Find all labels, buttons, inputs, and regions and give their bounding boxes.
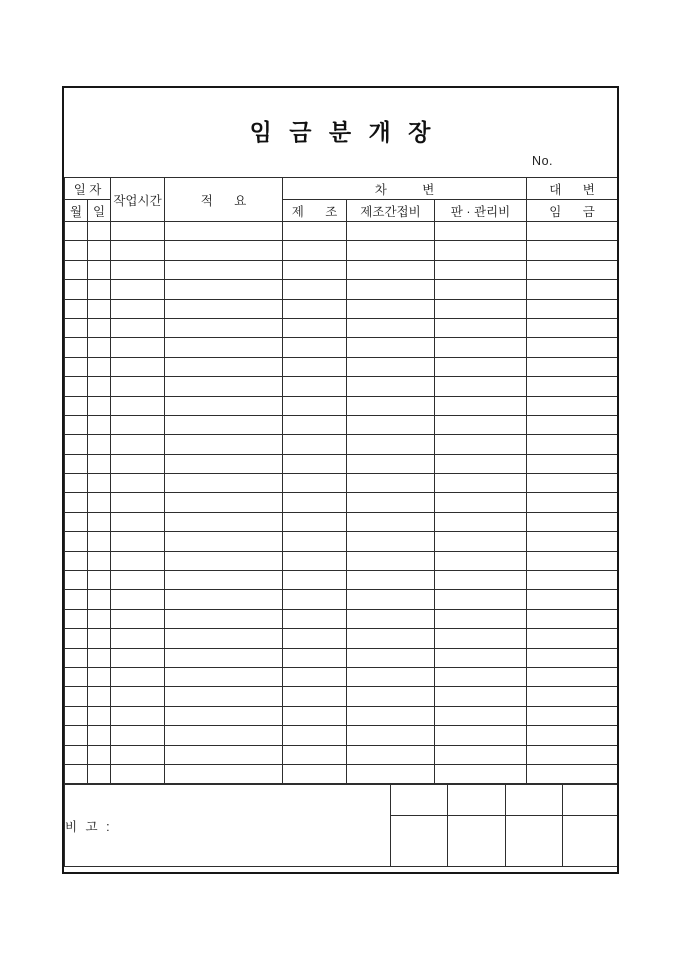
body-cell xyxy=(435,299,527,318)
body-cell xyxy=(165,512,283,531)
col-header-selling-admin: 판 · 관리비 xyxy=(435,200,527,222)
remarks-section xyxy=(64,784,618,867)
body-cell xyxy=(65,493,88,512)
body-cell xyxy=(88,280,111,299)
body-cell xyxy=(88,667,111,686)
body-cell xyxy=(527,357,618,376)
body-cell xyxy=(527,260,618,279)
body-cell xyxy=(65,532,88,551)
body-cell xyxy=(283,512,347,531)
body-cell xyxy=(527,590,618,609)
table-row xyxy=(65,590,618,609)
body-cell xyxy=(283,260,347,279)
body-cell xyxy=(347,667,435,686)
body-cell xyxy=(65,454,88,473)
body-cell xyxy=(347,571,435,590)
summary-cell xyxy=(563,785,618,816)
body-cell xyxy=(283,377,347,396)
body-cell xyxy=(347,435,435,454)
body-cell xyxy=(88,474,111,493)
body-cell xyxy=(111,764,165,783)
body-cell xyxy=(527,609,618,628)
body-cell xyxy=(165,474,283,493)
col-header-manufacturing: 제 조 xyxy=(283,200,347,222)
body-cell xyxy=(347,706,435,725)
body-cell xyxy=(111,357,165,376)
table-row xyxy=(65,571,618,590)
body-cell xyxy=(435,745,527,764)
body-cell xyxy=(347,241,435,260)
body-cell xyxy=(88,222,111,241)
body-cell xyxy=(111,318,165,337)
body-cell xyxy=(347,687,435,706)
body-cell xyxy=(527,222,618,241)
body-cell xyxy=(165,726,283,745)
body-cell xyxy=(527,706,618,725)
body-cell xyxy=(283,280,347,299)
body-cell xyxy=(88,241,111,260)
body-cell xyxy=(88,318,111,337)
body-cell xyxy=(165,571,283,590)
body-cell xyxy=(165,280,283,299)
body-cell xyxy=(347,396,435,415)
body-cell xyxy=(88,512,111,531)
body-cell xyxy=(65,299,88,318)
body-cell xyxy=(111,260,165,279)
body-cell xyxy=(88,590,111,609)
body-cell xyxy=(283,338,347,357)
table-row xyxy=(65,241,618,260)
body-cell xyxy=(527,648,618,667)
body-cell xyxy=(111,687,165,706)
body-cell xyxy=(111,241,165,260)
body-cell xyxy=(88,454,111,473)
body-cell xyxy=(111,415,165,434)
body-cell xyxy=(347,454,435,473)
body-cell xyxy=(111,609,165,628)
body-cell xyxy=(111,280,165,299)
body-cell xyxy=(347,357,435,376)
body-cell xyxy=(65,222,88,241)
table-row xyxy=(65,609,618,628)
summary-cell xyxy=(448,785,506,816)
body-cell xyxy=(65,377,88,396)
body-cell xyxy=(65,687,88,706)
body-cell xyxy=(283,687,347,706)
remarks-label: 비 고 : xyxy=(65,785,391,867)
body-cell xyxy=(283,571,347,590)
body-cell xyxy=(111,745,165,764)
body-cell xyxy=(165,415,283,434)
table-row xyxy=(65,493,618,512)
body-cell xyxy=(88,745,111,764)
body-cell xyxy=(111,377,165,396)
body-cell xyxy=(65,706,88,725)
body-cell xyxy=(65,415,88,434)
body-cell xyxy=(88,357,111,376)
body-cell xyxy=(65,280,88,299)
body-cell xyxy=(88,493,111,512)
body-cell xyxy=(527,318,618,337)
body-cell xyxy=(435,764,527,783)
body-cell xyxy=(283,532,347,551)
body-cell xyxy=(88,299,111,318)
body-cell xyxy=(527,493,618,512)
body-cell xyxy=(527,338,618,357)
body-cell xyxy=(347,299,435,318)
body-cell xyxy=(88,551,111,570)
col-header-debit-group: 차 변 xyxy=(283,178,527,200)
body-cell xyxy=(527,764,618,783)
body-cell xyxy=(527,454,618,473)
body-cell xyxy=(347,415,435,434)
body-cell xyxy=(435,532,527,551)
table-row xyxy=(65,687,618,706)
body-cell xyxy=(435,667,527,686)
table-row xyxy=(65,512,618,531)
body-cell xyxy=(111,532,165,551)
table-row xyxy=(65,532,618,551)
table-row xyxy=(65,415,618,434)
body-cell xyxy=(527,474,618,493)
body-cell xyxy=(65,745,88,764)
table-row xyxy=(65,474,618,493)
body-cell xyxy=(65,474,88,493)
body-cell xyxy=(435,454,527,473)
table-row xyxy=(65,667,618,686)
body-cell xyxy=(111,222,165,241)
body-cell xyxy=(435,377,527,396)
body-cell xyxy=(347,338,435,357)
body-cell xyxy=(65,726,88,745)
body-cell xyxy=(527,435,618,454)
summary-cell xyxy=(448,816,506,867)
body-cell xyxy=(527,512,618,531)
body-cell xyxy=(527,551,618,570)
body-cell xyxy=(165,493,283,512)
body-cell xyxy=(111,435,165,454)
body-cell xyxy=(347,648,435,667)
body-cell xyxy=(435,415,527,434)
body-cell xyxy=(111,571,165,590)
body-cell xyxy=(347,474,435,493)
body-cell xyxy=(527,571,618,590)
body-cell xyxy=(347,745,435,764)
body-cell xyxy=(283,493,347,512)
body-cell xyxy=(435,474,527,493)
body-cell xyxy=(165,241,283,260)
body-cell xyxy=(111,299,165,318)
col-header-manufacturing-overhead: 제조간접비 xyxy=(347,200,435,222)
body-cell xyxy=(527,726,618,745)
body-cell xyxy=(65,590,88,609)
body-cell xyxy=(347,726,435,745)
table-row xyxy=(65,435,618,454)
body-cell xyxy=(347,512,435,531)
table-row xyxy=(65,338,618,357)
table-row xyxy=(65,222,618,241)
body-cell xyxy=(435,609,527,628)
body-cell xyxy=(65,318,88,337)
body-cell xyxy=(65,648,88,667)
body-cell xyxy=(65,764,88,783)
col-header-description: 적 요 xyxy=(165,178,283,222)
body-cell xyxy=(435,222,527,241)
body-cell xyxy=(347,590,435,609)
form-title: 임 금 분 개 장 xyxy=(249,119,432,145)
body-cell xyxy=(165,396,283,415)
body-cell xyxy=(435,280,527,299)
body-cell xyxy=(165,435,283,454)
body-cell xyxy=(347,493,435,512)
body-cell xyxy=(347,280,435,299)
body-cell xyxy=(88,609,111,628)
body-cell xyxy=(435,590,527,609)
body-cell xyxy=(283,726,347,745)
body-cell xyxy=(88,764,111,783)
body-cell xyxy=(65,609,88,628)
table-row xyxy=(65,260,618,279)
body-cell xyxy=(527,629,618,648)
body-cell xyxy=(111,706,165,725)
body-cell xyxy=(65,512,88,531)
body-cell xyxy=(283,745,347,764)
body-cell xyxy=(527,415,618,434)
body-cell xyxy=(65,241,88,260)
body-cell xyxy=(527,687,618,706)
body-cell xyxy=(283,299,347,318)
body-cell xyxy=(65,629,88,648)
body-cell xyxy=(165,551,283,570)
form-header-area xyxy=(64,88,617,177)
body-cell xyxy=(111,338,165,357)
col-header-credit-group: 대 변 xyxy=(527,178,618,200)
body-cell xyxy=(165,667,283,686)
body-cell xyxy=(65,551,88,570)
body-cell xyxy=(283,415,347,434)
body-cell xyxy=(527,667,618,686)
body-cell xyxy=(65,338,88,357)
body-cell xyxy=(435,687,527,706)
body-cell xyxy=(283,357,347,376)
body-cell xyxy=(165,357,283,376)
body-cell xyxy=(65,435,88,454)
body-cell xyxy=(283,435,347,454)
body-cell xyxy=(88,648,111,667)
body-cell xyxy=(283,241,347,260)
body-cell xyxy=(347,222,435,241)
body-cell xyxy=(165,377,283,396)
body-cell xyxy=(527,745,618,764)
body-cell xyxy=(347,609,435,628)
body-cell xyxy=(165,532,283,551)
body-cell xyxy=(88,396,111,415)
body-cell xyxy=(435,648,527,667)
body-cell xyxy=(283,474,347,493)
wage-journal-form xyxy=(62,86,619,874)
body-cell xyxy=(435,512,527,531)
body-cell xyxy=(347,764,435,783)
body-cell xyxy=(347,551,435,570)
body-cell xyxy=(111,590,165,609)
body-cell xyxy=(165,318,283,337)
body-cell xyxy=(88,532,111,551)
body-cell xyxy=(435,551,527,570)
body-cell xyxy=(111,726,165,745)
table-row xyxy=(65,377,618,396)
body-cell xyxy=(283,551,347,570)
body-cell xyxy=(435,338,527,357)
body-cell xyxy=(435,318,527,337)
summary-cell xyxy=(391,785,448,816)
body-cell xyxy=(65,667,88,686)
body-cell xyxy=(347,260,435,279)
body-cell xyxy=(435,706,527,725)
body-cell xyxy=(283,454,347,473)
wage-ledger-table xyxy=(64,177,618,784)
body-cell xyxy=(88,435,111,454)
table-row xyxy=(65,454,618,473)
body-cell xyxy=(111,396,165,415)
body-cell xyxy=(283,609,347,628)
body-cell xyxy=(283,629,347,648)
body-cell xyxy=(111,648,165,667)
body-cell xyxy=(435,396,527,415)
table-row xyxy=(65,280,618,299)
body-cell xyxy=(88,260,111,279)
no-label: No. xyxy=(532,154,553,168)
body-cell xyxy=(65,260,88,279)
col-header-day: 일 xyxy=(88,200,111,222)
body-cell xyxy=(165,706,283,725)
table-row xyxy=(65,764,618,783)
body-cell xyxy=(283,764,347,783)
body-cell xyxy=(435,726,527,745)
body-cell xyxy=(65,571,88,590)
summary-cell xyxy=(391,816,448,867)
body-cell xyxy=(527,241,618,260)
body-cell xyxy=(111,474,165,493)
body-cell xyxy=(165,609,283,628)
table-row xyxy=(65,318,618,337)
body-cell xyxy=(165,745,283,764)
body-cell xyxy=(165,629,283,648)
body-cell xyxy=(347,318,435,337)
col-header-work-hours: 작업시간 xyxy=(111,178,165,222)
body-cell xyxy=(165,687,283,706)
body-cell xyxy=(88,687,111,706)
table-row xyxy=(65,396,618,415)
body-cell xyxy=(65,357,88,376)
body-cell xyxy=(111,512,165,531)
table-row xyxy=(65,745,618,764)
body-cell xyxy=(283,318,347,337)
body-cell xyxy=(347,629,435,648)
table-row xyxy=(65,357,618,376)
body-cell xyxy=(165,222,283,241)
body-cell xyxy=(435,241,527,260)
body-cell xyxy=(283,396,347,415)
body-cell xyxy=(527,299,618,318)
body-cell xyxy=(165,590,283,609)
body-cell xyxy=(65,396,88,415)
body-cell xyxy=(435,435,527,454)
table-row xyxy=(65,629,618,648)
body-cell xyxy=(165,338,283,357)
summary-cell xyxy=(506,785,563,816)
body-cell xyxy=(88,726,111,745)
table-row xyxy=(65,299,618,318)
table-row xyxy=(65,726,618,745)
body-cell xyxy=(527,377,618,396)
body-cell xyxy=(88,377,111,396)
body-cell xyxy=(527,396,618,415)
body-cell xyxy=(88,571,111,590)
body-cell xyxy=(435,629,527,648)
body-cell xyxy=(347,532,435,551)
body-cell xyxy=(283,590,347,609)
body-cell xyxy=(165,299,283,318)
summary-cell xyxy=(506,816,563,867)
body-cell xyxy=(527,280,618,299)
col-header-wages: 임 금 xyxy=(527,200,618,222)
body-cell xyxy=(165,764,283,783)
body-cell xyxy=(283,648,347,667)
body-cell xyxy=(283,222,347,241)
body-cell xyxy=(283,706,347,725)
table-row xyxy=(65,648,618,667)
body-cell xyxy=(165,648,283,667)
summary-cell xyxy=(563,816,618,867)
body-cell xyxy=(435,493,527,512)
body-cell xyxy=(111,667,165,686)
body-cell xyxy=(527,532,618,551)
col-header-month: 월 xyxy=(65,200,88,222)
col-header-date: 일 자 xyxy=(65,178,111,200)
body-cell xyxy=(111,551,165,570)
body-cell xyxy=(88,338,111,357)
body-cell xyxy=(111,454,165,473)
body-cell xyxy=(283,667,347,686)
body-cell xyxy=(347,377,435,396)
table-row xyxy=(65,706,618,725)
body-cell xyxy=(435,571,527,590)
body-cell xyxy=(88,415,111,434)
body-cell xyxy=(435,357,527,376)
table-row xyxy=(65,551,618,570)
body-cell xyxy=(111,493,165,512)
body-cell xyxy=(165,454,283,473)
body-cell xyxy=(111,629,165,648)
body-cell xyxy=(88,629,111,648)
body-cell xyxy=(435,260,527,279)
body-cell xyxy=(88,706,111,725)
body-cell xyxy=(165,260,283,279)
